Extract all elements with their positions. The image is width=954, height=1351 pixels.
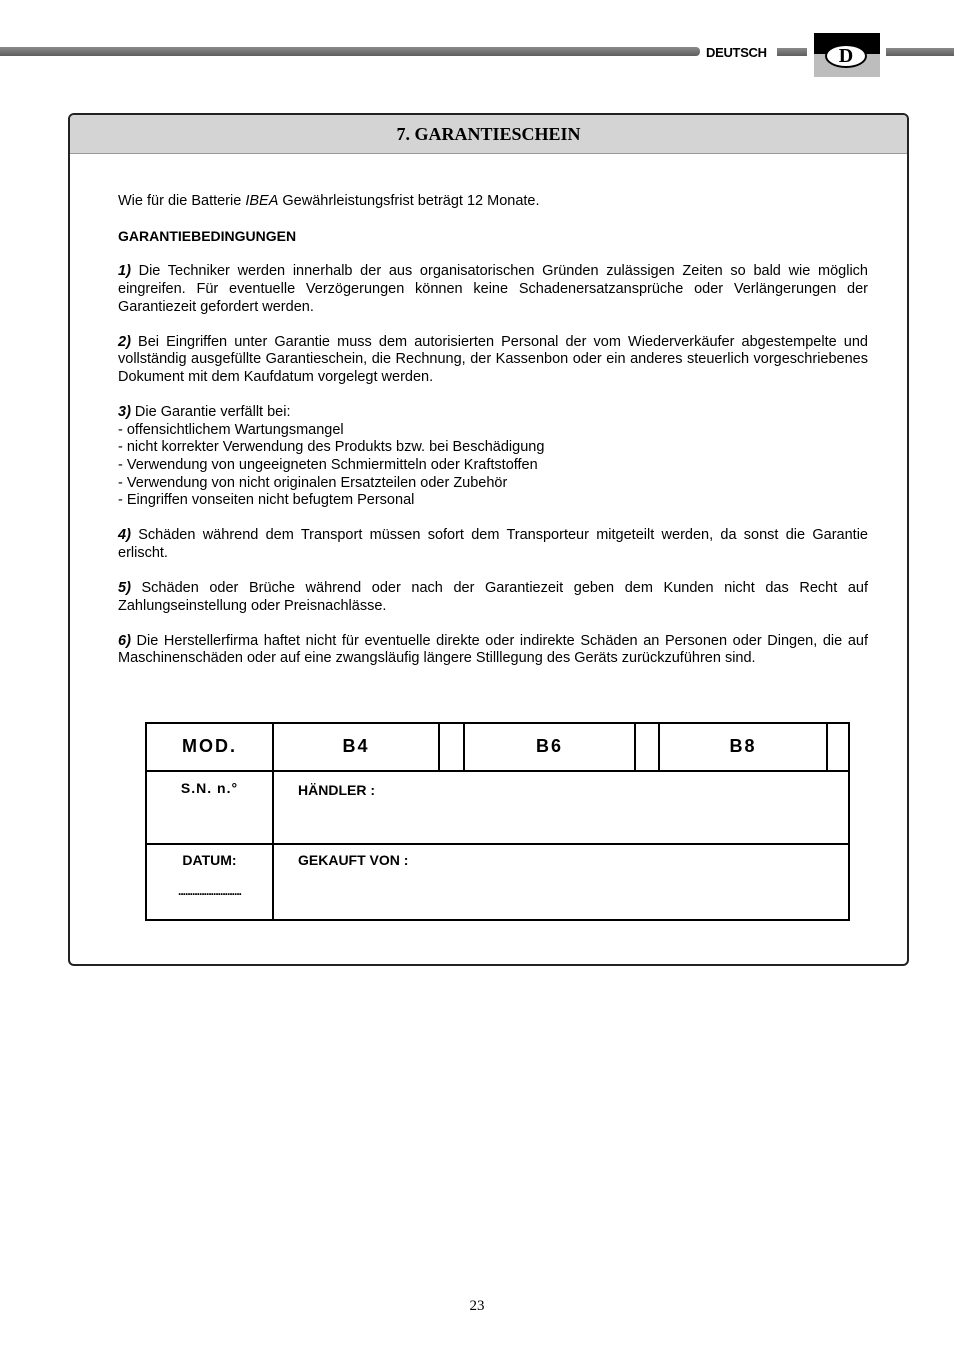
- exclusion-item: - Verwendung von nicht originalen Ersatzteilen oder Zubehör: [118, 474, 508, 491]
- warranty-text: [118, 193, 868, 668]
- condition-1: 1) Die Techniker werden innerhalb der aus organisatorischen Gründen zulässigen Zeiten so bald wie möglich eingreifen. Für eventuelle Verzögerungen können keine Schadenersatzansprüche oder Verlängerungen der Garantiezeit gefordert werden.: [118, 263, 868, 315]
- table-divider: [634, 724, 636, 770]
- condition-6: 6) Die Herstellerfirma haftet nicht für eventuelle direkte oder indirekte Schäden an Personen oder Dingen, die auf Maschinenschäden oder auf eine zwangsläufig längere Stilllegung des Geräts zurückzuführen sind.: [118, 632, 868, 667]
- header-bar-mid: [777, 48, 807, 56]
- page-number: 23: [469, 1298, 485, 1314]
- mod-label: MOD.: [182, 736, 237, 756]
- warranty-form-table: [145, 722, 850, 921]
- exclusion-item: - Verwendung von ungeeigneten Schmiermitteln oder Kraftstoffen: [118, 456, 538, 473]
- intro-paragraph: Wie für die Batterie IBEA Gewährleistungsfrist beträgt 12 Monate.: [118, 193, 540, 209]
- date-field[interactable]: ...........................: [177, 884, 242, 898]
- brand-name: IBEA: [245, 193, 279, 209]
- section-title: 7. GARANTIESCHEIN: [396, 124, 581, 144]
- language-code: D: [825, 44, 867, 68]
- conditions-heading: GARANTIEBEDINGUNGEN: [118, 228, 297, 245]
- language-label: DEUTSCH: [706, 45, 767, 60]
- language-badge: [814, 33, 880, 77]
- exclusion-item: - Eingriffen vonseiten nicht befugtem Personal: [118, 492, 415, 509]
- bought-from-label: GEKAUFT VON :: [298, 852, 409, 868]
- model-b6: B6: [535, 736, 563, 756]
- serial-number-label: S.N. n.°: [180, 780, 239, 796]
- table-divider: [438, 724, 440, 770]
- condition-4: 4) Schäden während dem Transport müssen sofort dem Transporteur mitgeteilt werden, da sonst die Garantie erlischt.: [118, 527, 868, 561]
- section-header: [70, 115, 907, 154]
- table-divider: [147, 843, 848, 845]
- condition-2: 2) Bei Eingriffen unter Garantie muss dem autorisierten Personal der vom Wiederverkäufer abgestempelte und vollständig ausgefüllte Garantieschein, die Rechnung, der Kassenbon oder ein anderes steuerlich vorgeschriebenes Dokument mit dem Kaufdatum vorgelegt werden.: [118, 333, 868, 385]
- dealer-label: HÄNDLER :: [298, 782, 375, 798]
- condition-3: 3) Die Garantie verfällt bei:: [118, 404, 291, 421]
- exclusion-item: - nicht korrekter Verwendung des Produkts bzw. bei Beschädigung: [118, 439, 545, 456]
- model-b8: B8: [729, 736, 757, 756]
- condition-5: 5) Schäden oder Brüche während oder nach der Garantiezeit geben dem Kunden nicht das Recht auf Zahlungseinstellung oder Preisnachlässe.: [118, 580, 868, 614]
- date-label: DATUM:: [182, 852, 237, 868]
- table-divider: [147, 770, 848, 772]
- exclusion-item: - offensichtlichem Wartungsmangel: [118, 421, 344, 438]
- header-bar-right: [886, 48, 954, 56]
- table-divider: [826, 724, 828, 770]
- model-b4: B4: [342, 736, 370, 756]
- header-bar-left: [0, 47, 700, 56]
